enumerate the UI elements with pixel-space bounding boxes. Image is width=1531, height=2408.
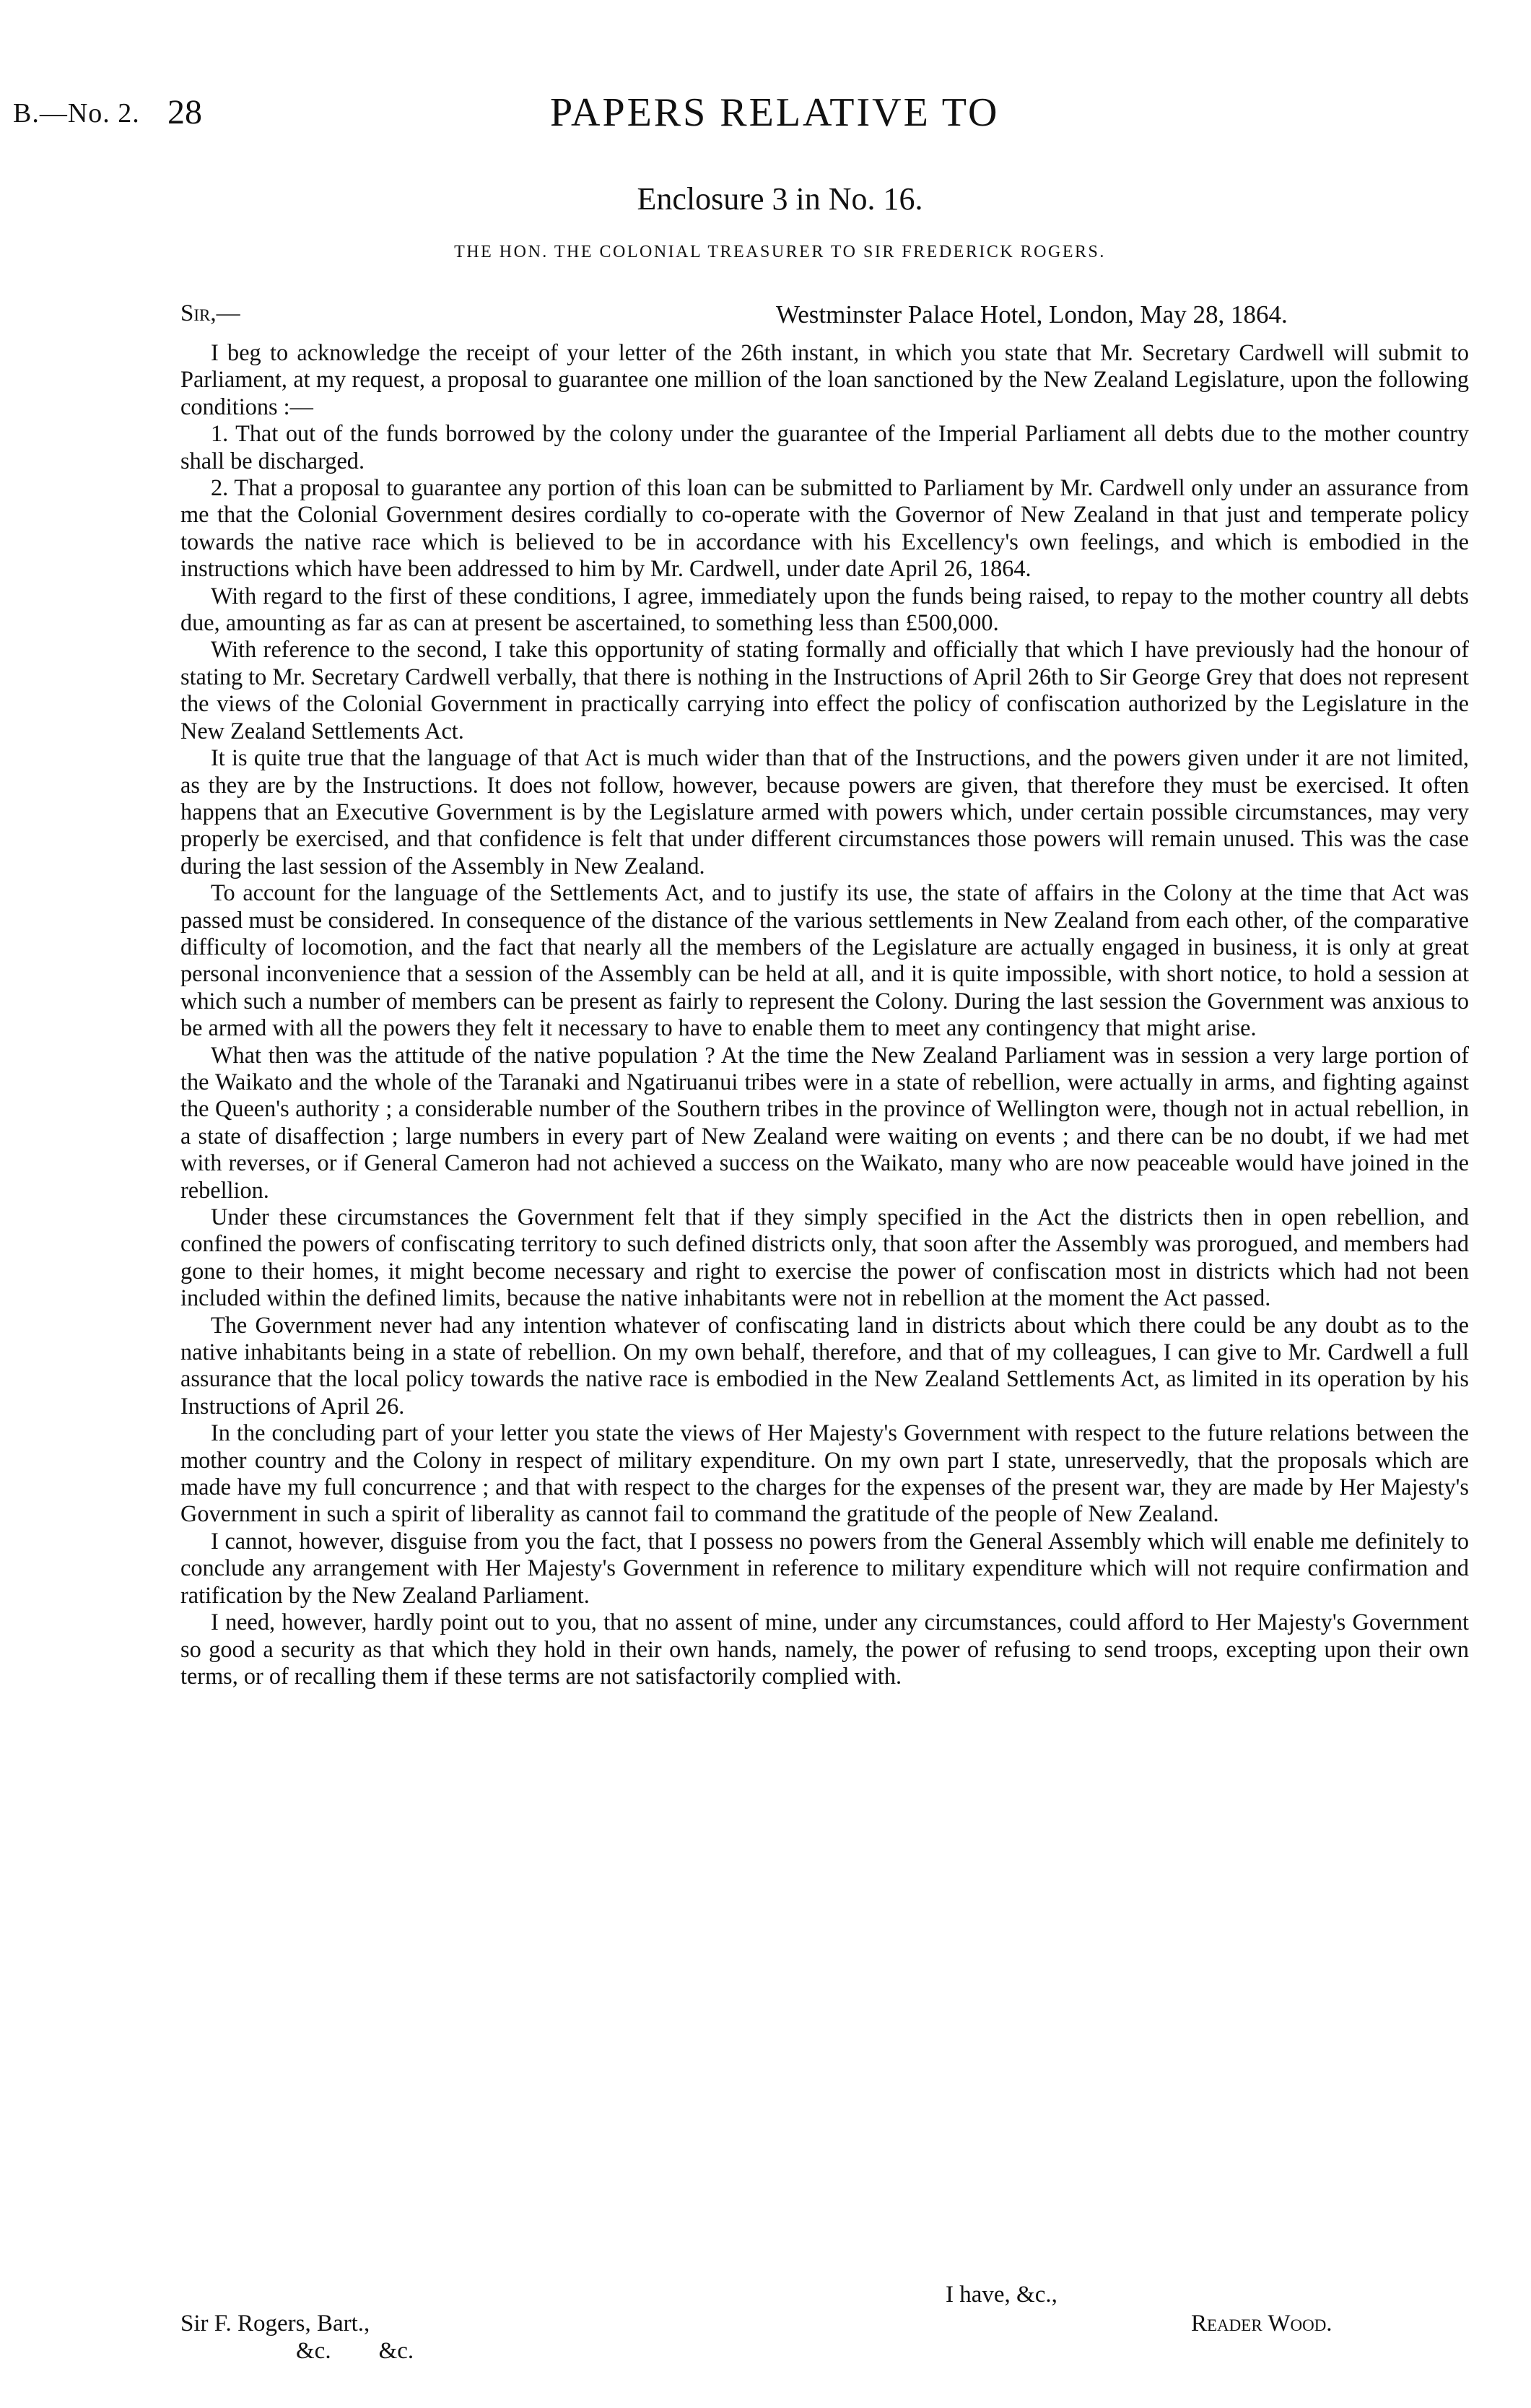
- letter-subheading: THE HON. THE COLONIAL TREASURER TO SIR FREDERICK ROGERS.: [454, 243, 1106, 261]
- paragraph: What then was the attitude of the native population ? At the time the New Zealand Parliament was in session a very large portion of the Waikato and the whole of the Taranaki and Ngatiruanui tribes were in a state of rebellion, were actually in arms, and fighting against the Queen's authority ; a considerable number of the Southern tribes in the province of Wellington were, though not in actual rebellion, in a state of disaffection ; large numbers in every part of New Zealand were waiting on events ; and there can be no doubt, if we had met with reverses, or if General Cameron had not achieved a success on the Waikato, many who are now peaceable would have joined in the rebellion.: [180, 1041, 1469, 1203]
- paragraph: It is quite true that the language of that Act is much wider than that of the Instructions, and the powers given under it are not limited, as they are by the Instructions. It does not follow, however, because powers are given, that therefore they must be exercised. It often happens that an Executive Government is by the Legislature armed with powers which, under certain possible circumstances, may very properly be exercised, and that confidence is felt that under different circumstances those powers will remain unused. This was the case during the last session of the Assembly in New Zealand.: [180, 744, 1469, 879]
- enclosure-title: Enclosure 3 in No. 16.: [637, 181, 923, 217]
- valediction: I have, &c.,: [946, 2282, 1057, 2308]
- addressee: Sir F. Rogers, Bart.,: [180, 2311, 370, 2337]
- paragraph: The Government never had any intention whatever of confiscating land in districts about which there could be any doubt as to the native inhabitants being in a state of rebellion. On my own behalf, therefore, and that of my colleagues, I can give to Mr. Cardwell a full assurance that the local policy towards the native race is embodied in the New Zealand Settlements Act, as limited in its operation by his Instructions of April 26.: [180, 1311, 1469, 1419]
- paragraph: I need, however, hardly point out to you, that no assent of mine, under any circumstances, could afford to Her Majesty's Government so good a security as that which they hold in their own hands, namely, the power of refusing to send troops, excepting upon their own terms, or of recalling them if these terms are not satisfactorily complied with.: [180, 1609, 1469, 1689]
- signature: Reader Wood.: [1191, 2311, 1332, 2337]
- paragraph: In the concluding part of your letter you state the views of Her Majesty's Government with respect to the future relations between the mother country and the Colony in respect of military expenditure. On my own part I state, unreservedly, that the proposals which are made have my full concurrence ; and that with respect to the charges for the expenses of the present war, they are made by Her Majesty's Government in such a spirit of liberality as cannot fail to command the gratitude of the people of New Zealand.: [180, 1420, 1469, 1527]
- addressee-etc: &c. &c.: [296, 2338, 414, 2364]
- paragraph: Under these circumstances the Government felt that if they simply specified in the Act the districts then in open rebellion, and confined the powers of confiscating territory to such defined districts only, that soon after the Assembly was prorogued, and members had gone to their homes, it might become necessary and right to exercise the power of confiscation most in districts which had not been included within the defined limits, because the native inhabitants were not in rebellion at the moment the Act passed.: [180, 1204, 1469, 1311]
- salutation: Sir,—: [180, 300, 240, 326]
- running-title: PAPERS RELATIVE TO: [550, 90, 1000, 135]
- page-number: 28: [167, 93, 202, 131]
- place-and-date: Westminster Palace Hotel, London, May 28, 1864.: [776, 300, 1288, 329]
- paragraph: To account for the language of the Settlements Act, and to justify its use, the state of affairs in the Colony at the time that Act was passed must be considered. In consequence of the distance of the various settlements in New Zealand from each other, of the comparative difficulty of locomotion, and the fact that nearly all the members of the Legislature are actually engaged in business, it is only at great personal inconvenience that a session of the Assembly can be held at all, and it is quite impossible, with short notice, to hold a session at which such a number of members can be present as fairly to represent the Colony. During the last session the Government was anxious to be armed with all the powers they felt it necessary to have to enable them to meet any contingency that might arise.: [180, 879, 1469, 1041]
- paragraph: With reference to the second, I take this opportunity of stating formally and officially that which I have previously had the honour of stating to Mr. Secretary Cardwell verbally, that there is nothing in the Instructions of April 26th to Sir George Grey that does not represent the views of the Colonial Government in practically carrying into effect the policy of confiscation authorized by the Legislature in the New Zealand Settlements Act.: [180, 636, 1469, 744]
- paragraph: I cannot, however, disguise from you the fact, that I possess no powers from the General Assembly which will enable me definitely to conclude any arrangement with Her Majesty's Government in reference to military expenditure which will not require confirmation and ratification by the New Zealand Parliament.: [180, 1527, 1469, 1608]
- paragraph: With regard to the first of these conditions, I agree, immediately upon the funds being raised, to repay to the mother country all debts due, amounting as far as can at present be ascertained, to something less than £500,000.: [180, 582, 1469, 636]
- letter-body: [180, 339, 1469, 1690]
- paragraph: 2. That a proposal to guarantee any portion of this loan can be submitted to Parliament by Mr. Cardwell only under an assurance from me that the Colonial Government desires cordially to co-operate with the Governor of New Zealand in that just and temperate policy towards the native race which is believed to be in accordance with his Excellency's own feelings, and which is embodied in the instructions which have been addressed to him by Mr. Cardwell, under date April 26, 1864.: [180, 474, 1469, 582]
- paragraph: 1. That out of the funds borrowed by the colony under the guarantee of the Imperial Parliament all debts due to the mother country shall be discharged.: [180, 420, 1469, 474]
- paper-reference: B.—No. 2.: [13, 98, 140, 129]
- paragraph: I beg to acknowledge the receipt of your letter of the 26th instant, in which you state that Mr. Secretary Cardwell will submit to Parliament, at my request, a proposal to guarantee one million of the loan sanctioned by the New Zealand Legislature, upon the following conditions :—: [180, 339, 1469, 420]
